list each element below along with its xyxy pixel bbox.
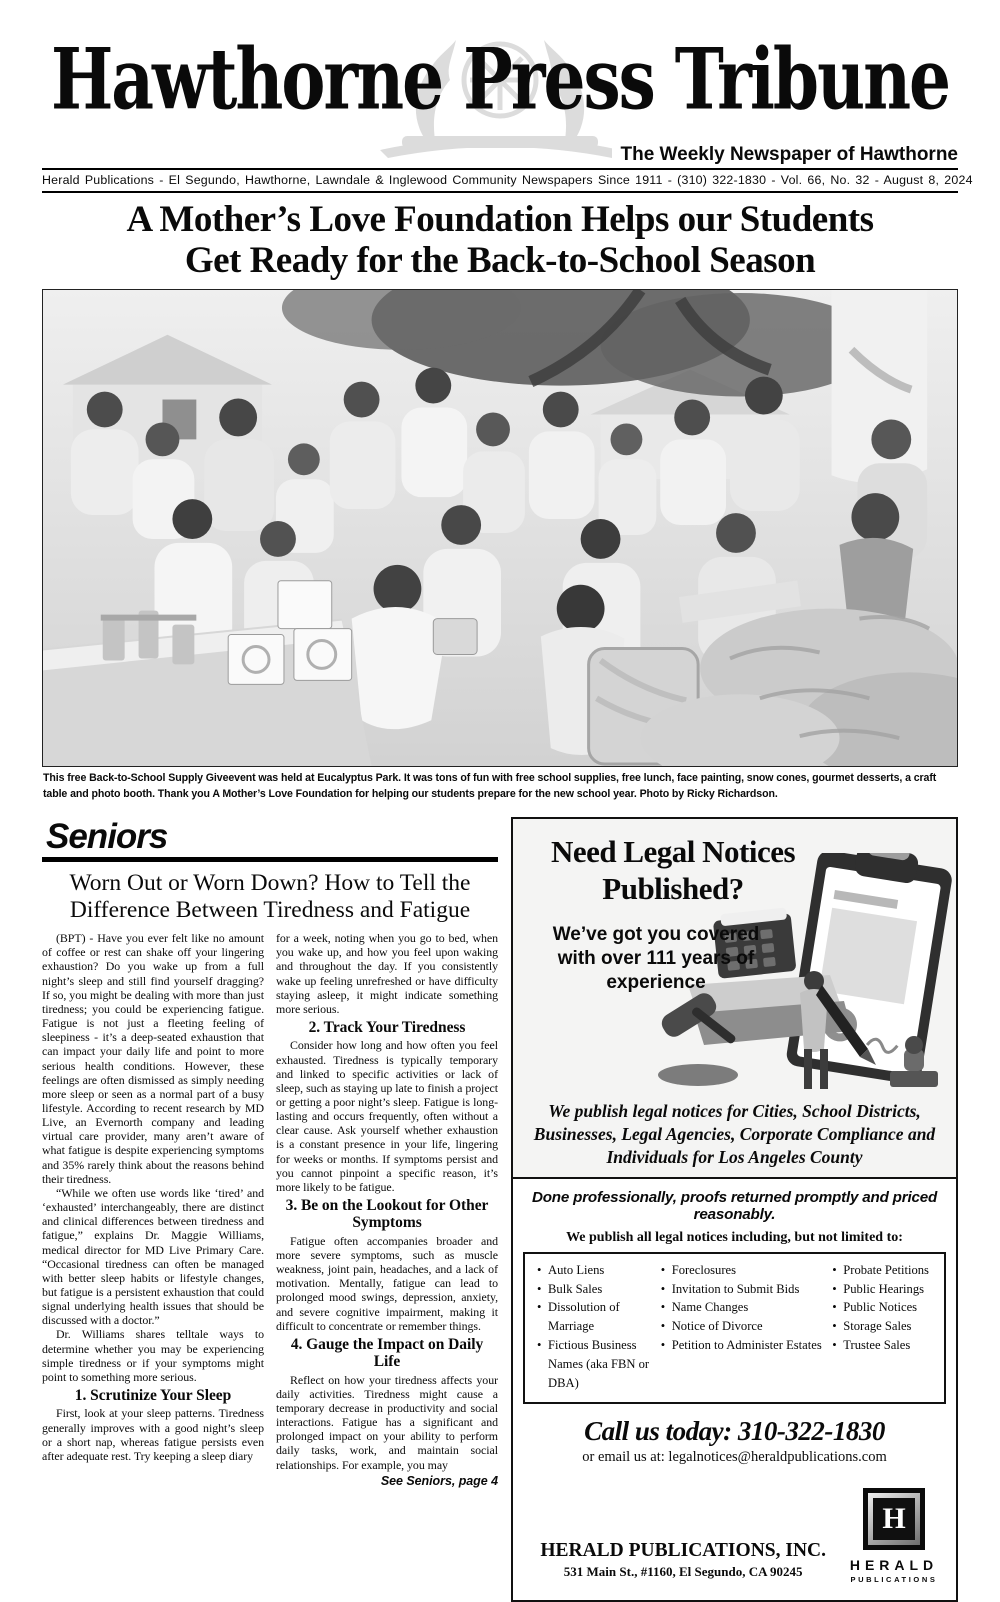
masthead — [42, 24, 958, 164]
article-block: Dr. Williams shares telltale ways to determine whether you may be experiencing simple tiredness or if your symptoms might point to something more serious. — [42, 1327, 264, 1384]
article-block: for a week, noting when you go to bed, when you wake up, and how you feel upon waking and throughout the day. If you consistently wake up feeling unrefreshed or have difficulty staying asleep, it might indicate something more serious. — [276, 931, 498, 1016]
lead-photo — [42, 289, 958, 767]
article-block: (BPT) - Have you ever felt like no amount of coffee or rest can shake off your lingering exhaustion? Do you wake up from a full night’s sleep and still find yourself dragging? If so, you might be dealing with more than just tiredness; you could be experiencing fatigue. Fatigue is not just a fleeting feeling of sleepiness - it’s a deep-seated exhaustion that can impact your daily life and point to more serious health conditions. However, these feelings are often dismissed as simply needing more sleep or seen as a normal part of a busy lifestyle. According to recent research by MD Live, an Evernorth company and leading virtual care provider, many aren’t aware of what fatigue is despite experiencing symptoms and 35% rarely think about the reasons behind their tiredness. — [42, 931, 264, 1186]
notices-column-3 — [832, 1261, 936, 1393]
article-block: See Seniors, page 4 — [380, 1473, 498, 1488]
article-block: Consider how long and how often you feel exhausted. Tiredness is typically temporary and linked to specific activities or lack of sleep, such as staying up late to finish a project or getting a poor night’s sleep. Fatigue is long-lasting and occurs frequently, often without a clear cause. Ask yourself whether exhaustion is a constant presence in your life, lingering for weeks or months. If symptoms persist and you cannot pinpoint a specific reason, it’s more likely to be fatigue. — [276, 1038, 498, 1194]
notice-item: • Trustee Sales — [832, 1336, 936, 1355]
group-photo-illustration — [43, 290, 957, 766]
notice-item: • Notice of Divorce — [661, 1317, 833, 1336]
newspaper-title: Hawthorne Press Tribune — [50, 29, 950, 129]
notice-item: • Fictious Business Names (aka FBN or DBA) — [537, 1336, 661, 1393]
ad-title-line2: Published? — [602, 870, 744, 906]
publisher-block — [540, 1540, 826, 1584]
newspaper-subtitle: The Weekly Newspaper of Hawthorne — [612, 144, 958, 166]
ad-email-line: or email us at: legalnotices@heraldpublications.com — [582, 1448, 887, 1465]
article-title: Worn Out or Worn Down? How to Tell the Difference Between Tiredness and Fatigue — [69, 869, 471, 924]
herald-logo-icon: H — [863, 1488, 925, 1550]
notice-item: • Foreclosures — [661, 1261, 833, 1280]
notice-item: • Petition to Administer Estates — [661, 1336, 833, 1355]
ad-quote: We publish legal notices for Cities, School Districts, Businesses, Legal Agencies, Corporate Compliance and Individuals for Los Angeles County — [533, 1101, 936, 1167]
article-block: 3. Be on the Lookout for Other Symptoms — [285, 1197, 489, 1232]
notice-item: • Storage Sales — [832, 1317, 936, 1336]
notice-item: • Name Changes — [661, 1298, 833, 1317]
lead-headline-line1: A Mother’s Love Foundation Helps our Students — [126, 199, 874, 240]
lower-content — [42, 817, 958, 1602]
ad-tagline: We’ve got you covered with over 111 years of experience — [552, 924, 760, 993]
publisher-name: HERALD PUBLICATIONS, INC. — [540, 1539, 826, 1561]
article-block: First, look at your sleep patterns. Tiredness generally improves with a good night’s sleep or a short nap, whereas fatigue persists even after adequate rest. Try keeping a sleep diary — [42, 1406, 264, 1463]
dateline: Herald Publications - El Segundo, Hawthorne, Lawndale & Inglewood Community Newspapers Since 1911 - (310) 322-1830 - Vol. 66, No. 32 - August 8, 2024 — [42, 168, 958, 193]
ad-notices-box — [523, 1252, 946, 1404]
article-block: Fatigue often accompanies broader and more severe symptoms, such as muscle weakness, joint pain, headaches, and a lack of motivation. Mentally, fatigue can lead to prolonged mood swings, depression, anxiety, and severe cognitive impairment, making it difficult to concentrate or remember things. — [276, 1233, 498, 1333]
notice-item: • Public Notices — [832, 1298, 936, 1317]
article-column-2 — [276, 931, 498, 1489]
notices-column-1 — [537, 1261, 661, 1393]
notice-item: • Public Hearings — [832, 1280, 936, 1299]
herald-logo — [848, 1488, 940, 1584]
ad-phone-line: Call us today: 310-322-1830 — [584, 1415, 885, 1446]
article-block: “While we often use words like ‘tired’ and ‘exhausted’ interchangeably, there are distinct and clinical differences between tiredness and fatigue,” explains Dr. Maggie Williams, medical director for MD Live Primary Care. “Occasional tiredness can often be managed with better sleep habits or lifestyle changes, but fatigue is a persistent exhaustion that could signal underlying health issues that should be discussed with a doctor.” — [42, 1185, 264, 1328]
notice-item: • Dissolution of Marriage — [537, 1298, 661, 1336]
ad-footer — [529, 1488, 940, 1584]
article-block: 4. Gauge the Impact on Daily Life — [290, 1335, 484, 1371]
ad-list-intro: We publish all legal notices including, but not limited to: — [566, 1229, 903, 1245]
article-block: Reflect on how your tiredness affects your daily activities. Tiredness might cause a temporary decrease in productivity and social interactions. Fatigue has a significant and prolonged impact on your ability to perform daily tasks, work, and maintain social relationships. For example, you may — [276, 1372, 498, 1472]
article-block: 1. Scrutinize Your Sleep — [74, 1387, 232, 1405]
notice-item: • Bulk Sales — [537, 1280, 661, 1299]
herald-logo-word: HERALD — [849, 1556, 939, 1573]
lead-headline — [42, 193, 958, 289]
article-block: 2. Track Your Tiredness — [308, 1019, 466, 1037]
ad-done-line: Done professionally, proofs returned promptly and priced reasonably. — [531, 1188, 938, 1223]
ad-title-line1: Need Legal Notices — [550, 833, 796, 869]
notice-item: • Auto Liens — [537, 1261, 661, 1280]
article-columns — [42, 931, 498, 1489]
herald-logo-subword: PUBLICATIONS — [850, 1574, 938, 1584]
seniors-article — [42, 817, 498, 1602]
notices-column-2 — [661, 1261, 833, 1393]
publisher-address: 531 Main St., #1160, El Segundo, CA 90245 — [563, 1563, 803, 1579]
photo-caption: This free Back-to-School Supply Giveevent was held at Eucalyptus Park. It was tons of fun with free school supplies, free lunch, face painting, snow cones, gourmet desserts, a craft table and photo booth. Thank you A Mother’s Love Foundation for helping our students prepare for the new school year. Photo by Ricky Richardson. — [43, 771, 937, 800]
legal-notices-ad — [511, 817, 958, 1602]
section-label-seniors: Seniors — [42, 817, 498, 862]
notice-item: • Invitation to Submit Bids — [661, 1280, 833, 1299]
notice-item: • Probate Petitions — [832, 1261, 936, 1280]
ad-title — [523, 833, 823, 907]
lead-headline-line2: Get Ready for the Back-to-School Season — [184, 240, 816, 282]
article-column-1 — [42, 931, 264, 1489]
ad-top-panel — [513, 819, 956, 1179]
